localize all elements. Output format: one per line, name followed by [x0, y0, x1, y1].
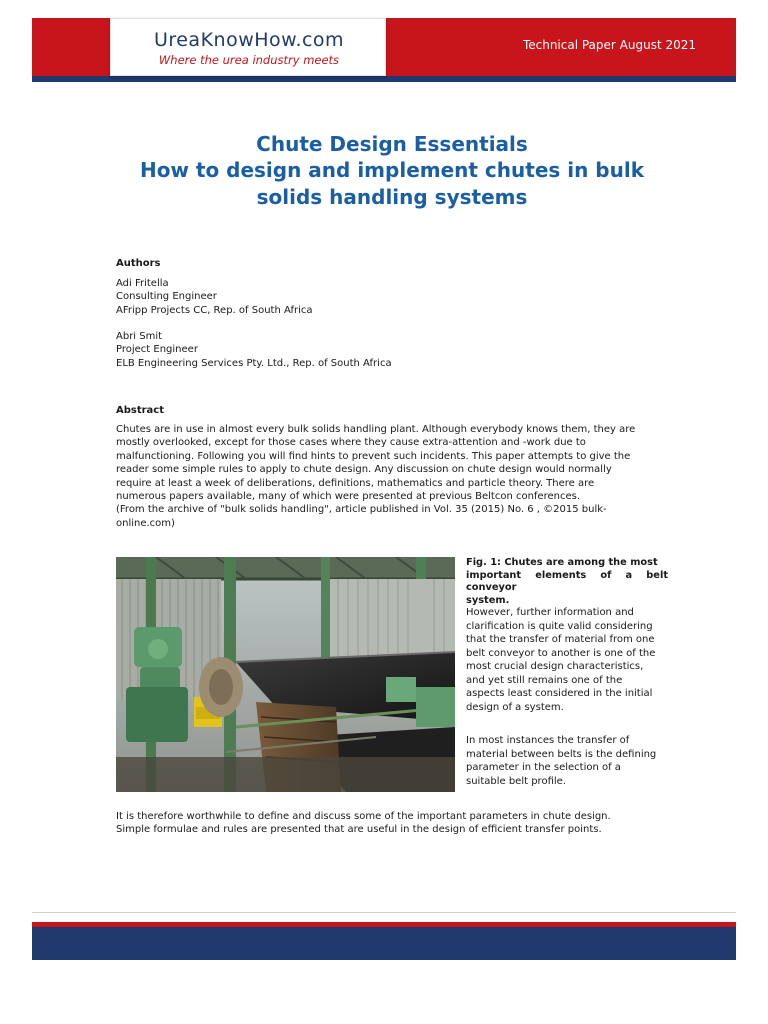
side-line: However, further information and [466, 607, 634, 618]
logo-tagline: Where the urea industry meets [158, 53, 340, 67]
header-navy-stripe [32, 76, 736, 82]
side-line: clarification is quite valid considering [466, 620, 653, 632]
abstract-line: require at least a week of deliberations, definitions, mathematics and particle theory. There are [116, 477, 595, 489]
side-line: design of a system. [466, 701, 564, 713]
side-line: parameter in the selection of a [466, 762, 621, 773]
author-name: Adi Fritella [116, 278, 169, 289]
side-paragraph-2 [466, 734, 668, 788]
author-block-2 [116, 330, 392, 370]
abstract-line: malfunctioning. Following you will find hints to prevent such incidents. This paper attempts to give the [116, 450, 631, 462]
archive-note-line: (From the archive of "bulk solids handling", article published in Vol. 35 (2015) No. 6 , ©2015 bulk- [116, 504, 607, 516]
closing-line: Simple formulae and rules are presented that are useful in the design of efficient transfer points. [116, 824, 602, 836]
footer-band [32, 927, 736, 960]
side-line: and yet still remains one of the [466, 674, 623, 686]
page-title-line-1: Chute Design Essentials [256, 132, 528, 156]
side-line: aspects least considered in the initial [466, 688, 653, 699]
archive-note-line: online.com) [116, 517, 175, 529]
logo[interactable] [110, 18, 386, 76]
author-block-1 [116, 277, 313, 317]
page-title-line-2: How to design and implement chutes in bulk [139, 158, 645, 182]
abstract-line: Chutes are in use in almost every bulk solids handling plant. Although everybody knows them, they are [116, 424, 636, 435]
side-paragraph-1 [466, 606, 668, 714]
abstract-line: mostly overlooked, except for those cases where they cause extra-attention and -work due to [116, 437, 586, 449]
footer-divider [32, 912, 736, 913]
caption-line: Fig. 1: Chutes are among the most [466, 557, 658, 568]
author-name: Abri Smit [116, 331, 163, 342]
abstract-line: reader some simple rules to apply to chute design. Any discussion on chute design would normally [116, 464, 612, 476]
side-line: suitable belt profile. [466, 775, 566, 787]
side-line: that the transfer of material from one [466, 634, 655, 645]
author-role: Consulting Engineer [116, 291, 217, 303]
logo-title: UreaKnowHow.com [153, 29, 345, 51]
closing-line: It is therefore worthwhile to define and discuss some of the important parameters in chute design. [116, 811, 611, 822]
conveyor-chute-photo [116, 557, 455, 792]
side-line: belt conveyor to another is one of the [466, 647, 656, 659]
author-role: Project Engineer [116, 344, 198, 356]
caption-line: important elements of a belt conveyor [466, 569, 668, 594]
author-org: ELB Engineering Services Pty. Ltd., Rep. of South Africa [116, 357, 392, 369]
paper-tag: Technical Paper August 2021 [522, 38, 696, 52]
abstract-heading: Abstract [116, 405, 165, 416]
abstract-body [116, 423, 668, 530]
author-org: AFripp Projects CC, Rep. of South Africa [116, 304, 313, 316]
page-title-line-3: solids handling systems [256, 185, 528, 209]
closing-paragraph [116, 810, 676, 837]
figure-caption [466, 557, 668, 607]
caption-line: system. [466, 594, 510, 606]
authors-heading: Authors [116, 258, 161, 269]
side-line: material between belts is the defining [466, 748, 657, 760]
side-line: most crucial design characteristics, [466, 661, 644, 672]
side-line: In most instances the transfer of [466, 735, 630, 746]
abstract-line: numerous papers available, many of which were presented at previous Beltcon conferences. [116, 491, 581, 503]
